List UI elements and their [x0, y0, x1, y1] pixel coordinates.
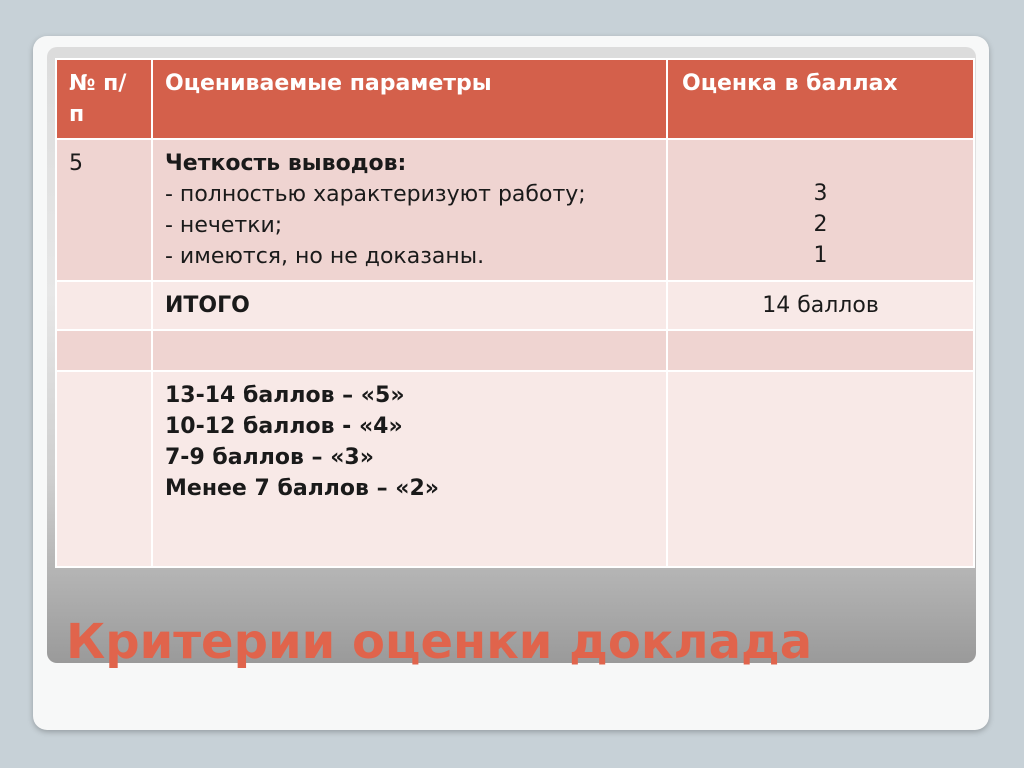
criteria-table [55, 58, 975, 568]
grade-line: 10-12 баллов - «4» [165, 414, 403, 439]
criterion-item: - имеются, но не доказаны. [165, 244, 485, 269]
criterion-item: - полностью характеризуют работу; [165, 182, 586, 207]
empty-cell [152, 330, 667, 371]
table-row [56, 330, 974, 371]
header-parameters: Оцениваемые параметры [152, 59, 667, 139]
grade-line: 7-9 баллов – «3» [165, 445, 374, 470]
grade-line: 13-14 баллов – «5» [165, 383, 405, 408]
criterion-item: - нечетки; [165, 213, 283, 238]
total-value: 14 баллов [667, 281, 974, 330]
empty-cell [56, 330, 152, 371]
table-header-row [56, 59, 974, 139]
score-value: 2 [813, 212, 828, 237]
slide-title: Критерии оценки доклада [66, 614, 813, 670]
table-row [56, 371, 974, 567]
total-label: ИТОГО [152, 281, 667, 330]
row-number: 5 [56, 139, 152, 281]
score-value: 3 [813, 181, 828, 206]
header-score: Оценка в баллах [667, 59, 974, 139]
empty-cell [56, 281, 152, 330]
criterion-heading: Четкость выводов: [165, 151, 407, 176]
empty-cell [667, 371, 974, 567]
empty-cell [56, 371, 152, 567]
header-number: № п/п [56, 59, 152, 139]
criterion-cell [152, 139, 667, 281]
score-value: 1 [813, 243, 828, 268]
score-cell [667, 139, 974, 281]
grade-line: Менее 7 баллов – «2» [165, 476, 440, 501]
empty-cell [667, 330, 974, 371]
table-row [56, 281, 974, 330]
table-row [56, 139, 974, 281]
grading-scale-cell [152, 371, 667, 567]
